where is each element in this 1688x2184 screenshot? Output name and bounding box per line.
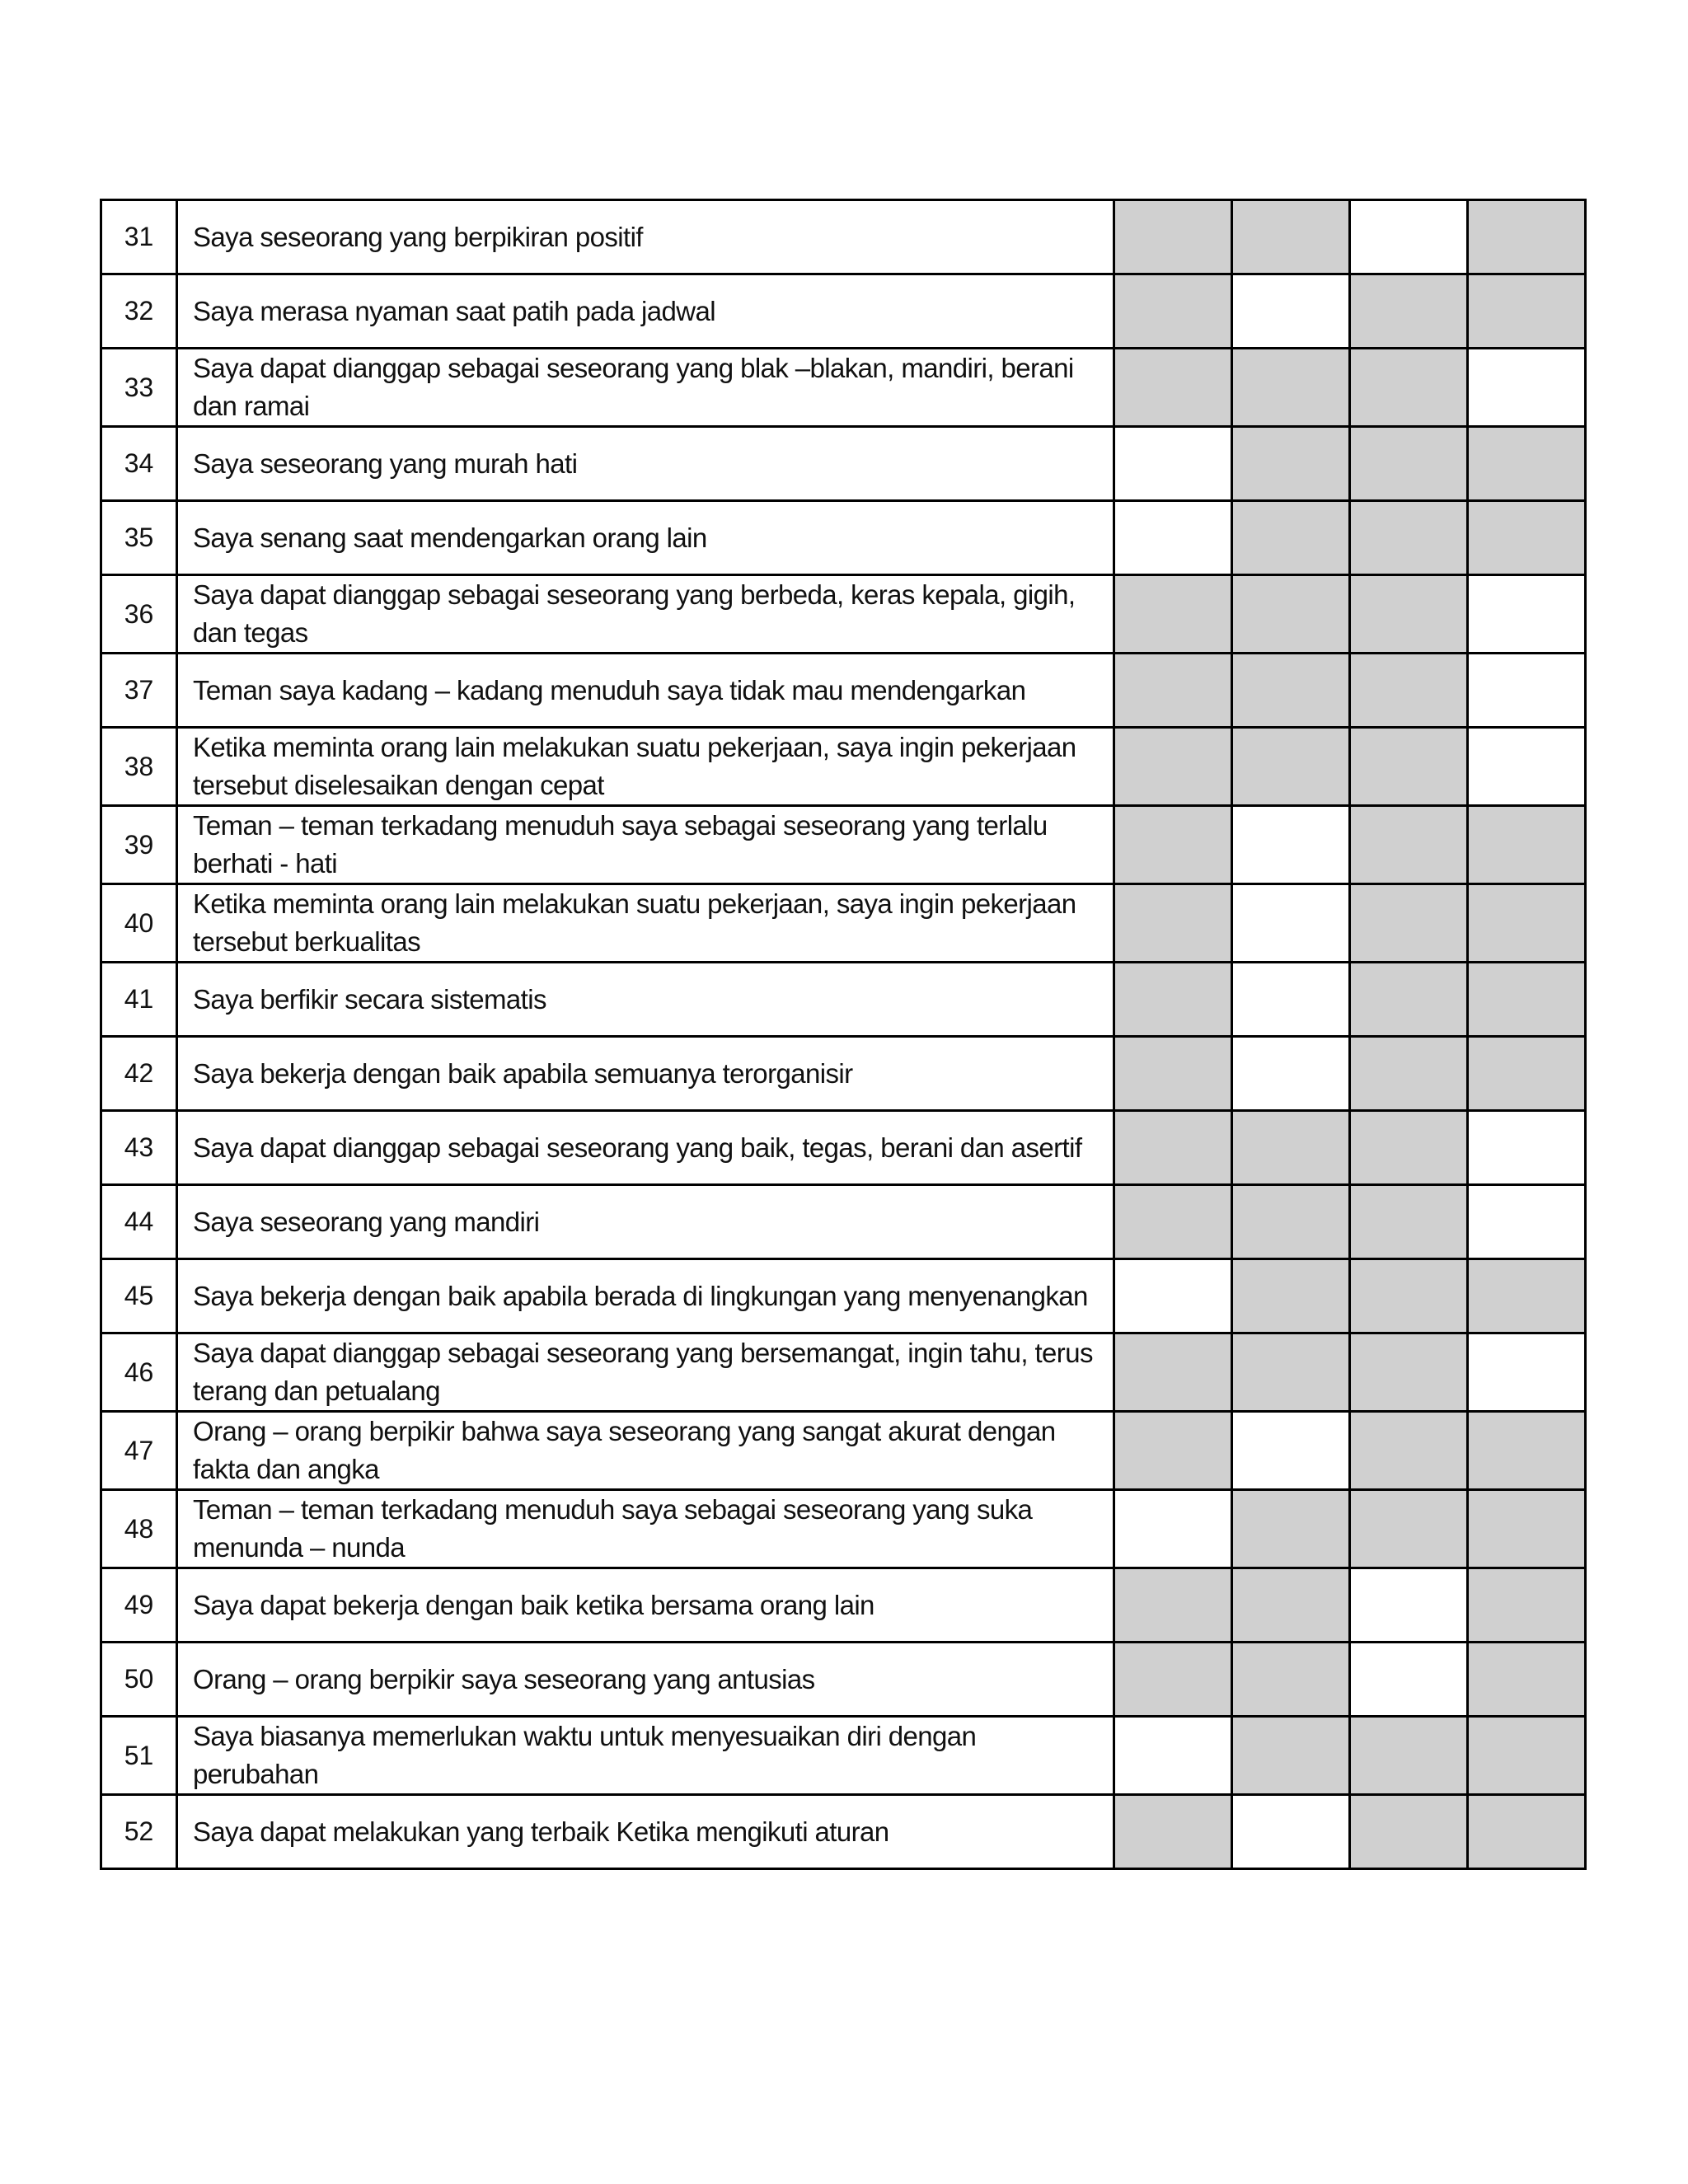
- answer-cell-2[interactable]: [1232, 1333, 1350, 1412]
- answer-cell-4[interactable]: [1468, 1568, 1586, 1643]
- answer-cell-3[interactable]: [1350, 654, 1468, 728]
- question-row: [101, 1412, 1586, 1490]
- answer-cell-2[interactable]: [1232, 1490, 1350, 1568]
- answer-cell-1[interactable]: [1114, 274, 1232, 349]
- question-statement: Saya bekerja dengan baik apabila berada di lingkungan yang menyenangkan: [177, 1259, 1114, 1333]
- question-statement: Saya seseorang yang berpikiran positif: [177, 200, 1114, 274]
- answer-cell-2[interactable]: [1232, 1259, 1350, 1333]
- question-statement: Saya seseorang yang mandiri: [177, 1185, 1114, 1259]
- question-statement: Saya berfikir secara sistematis: [177, 963, 1114, 1037]
- question-row: [101, 884, 1586, 963]
- answer-cell-2[interactable]: [1232, 806, 1350, 884]
- question-row: [101, 274, 1586, 349]
- answer-cell-2[interactable]: [1232, 1568, 1350, 1643]
- answer-cell-3[interactable]: [1350, 1717, 1468, 1795]
- answer-cell-4[interactable]: [1468, 1490, 1586, 1568]
- question-number: 39: [101, 806, 177, 884]
- question-statement: Saya senang saat mendengarkan orang lain: [177, 501, 1114, 575]
- question-statement: Orang – orang berpikir bahwa saya seseorang yang sangat akurat dengan fakta dan angka: [177, 1412, 1114, 1490]
- question-statement: Saya dapat dianggap sebagai seseorang yang berbeda, keras kepala, gigih, dan tegas: [177, 575, 1114, 654]
- answer-cell-2[interactable]: [1232, 1717, 1350, 1795]
- question-statement: Saya dapat dianggap sebagai seseorang yang baik, tegas, berani dan asertif: [177, 1111, 1114, 1185]
- questionnaire-table: [100, 199, 1587, 1870]
- answer-cell-4[interactable]: [1468, 427, 1586, 501]
- answer-cell-1[interactable]: [1114, 806, 1232, 884]
- answer-cell-2[interactable]: [1232, 501, 1350, 575]
- question-number: 43: [101, 1111, 177, 1185]
- question-number: 36: [101, 575, 177, 654]
- answer-cell-3[interactable]: [1350, 427, 1468, 501]
- question-number: 46: [101, 1333, 177, 1412]
- question-statement: Teman saya kadang – kadang menuduh saya tidak mau mendengarkan: [177, 654, 1114, 728]
- question-number: 34: [101, 427, 177, 501]
- answer-cell-4[interactable]: [1468, 575, 1586, 654]
- question-statement: Teman – teman terkadang menuduh saya sebagai seseorang yang suka menunda – nunda: [177, 1490, 1114, 1568]
- question-number: 42: [101, 1037, 177, 1111]
- answer-cell-3[interactable]: [1350, 1795, 1468, 1869]
- question-number: 32: [101, 274, 177, 349]
- question-number: 51: [101, 1717, 177, 1795]
- answer-cell-1[interactable]: [1114, 427, 1232, 501]
- question-statement: Orang – orang berpikir saya seseorang yang antusias: [177, 1643, 1114, 1717]
- answer-cell-1[interactable]: [1114, 654, 1232, 728]
- question-row: [101, 1037, 1586, 1111]
- question-statement: Saya merasa nyaman saat patih pada jadwal: [177, 274, 1114, 349]
- answer-cell-1[interactable]: [1114, 501, 1232, 575]
- answer-cell-2[interactable]: [1232, 728, 1350, 806]
- answer-cell-3[interactable]: [1350, 1412, 1468, 1490]
- answer-cell-4[interactable]: [1468, 728, 1586, 806]
- answer-cell-4[interactable]: [1468, 963, 1586, 1037]
- question-statement: Saya dapat bekerja dengan baik ketika bersama orang lain: [177, 1568, 1114, 1643]
- answer-cell-1[interactable]: [1114, 728, 1232, 806]
- answer-cell-3[interactable]: [1350, 274, 1468, 349]
- question-number: 38: [101, 728, 177, 806]
- question-row: [101, 1185, 1586, 1259]
- answer-cell-4[interactable]: [1468, 1037, 1586, 1111]
- answer-cell-3[interactable]: [1350, 884, 1468, 963]
- answer-cell-2[interactable]: [1232, 349, 1350, 427]
- answer-cell-3[interactable]: [1350, 728, 1468, 806]
- question-statement: Saya dapat dianggap sebagai seseorang yang blak –blakan, mandiri, berani dan ramai: [177, 349, 1114, 427]
- answer-cell-2[interactable]: [1232, 575, 1350, 654]
- answer-cell-1[interactable]: [1114, 1259, 1232, 1333]
- answer-cell-1[interactable]: [1114, 1111, 1232, 1185]
- question-statement: Saya bekerja dengan baik apabila semuanya terorganisir: [177, 1037, 1114, 1111]
- question-statement: Ketika meminta orang lain melakukan suatu pekerjaan, saya ingin pekerjaan tersebut diselesaikan dengan cepat: [177, 728, 1114, 806]
- answer-cell-3[interactable]: [1350, 1643, 1468, 1717]
- answer-cell-4[interactable]: [1468, 1111, 1586, 1185]
- answer-cell-4[interactable]: [1468, 654, 1586, 728]
- answer-cell-3[interactable]: [1350, 1185, 1468, 1259]
- question-row: [101, 1717, 1586, 1795]
- question-statement: Teman – teman terkadang menuduh saya sebagai seseorang yang terlalu berhati - hati: [177, 806, 1114, 884]
- question-number: 45: [101, 1259, 177, 1333]
- answer-cell-2[interactable]: [1232, 654, 1350, 728]
- answer-cell-2[interactable]: [1232, 1037, 1350, 1111]
- answer-cell-3[interactable]: [1350, 1259, 1468, 1333]
- answer-cell-1[interactable]: [1114, 1643, 1232, 1717]
- answer-cell-2[interactable]: [1232, 274, 1350, 349]
- answer-cell-1[interactable]: [1114, 1333, 1232, 1412]
- answer-cell-3[interactable]: [1350, 349, 1468, 427]
- question-statement: Saya dapat melakukan yang terbaik Ketika mengikuti aturan: [177, 1795, 1114, 1869]
- answer-cell-4[interactable]: [1468, 1333, 1586, 1412]
- question-number: 37: [101, 654, 177, 728]
- question-row: [101, 1490, 1586, 1568]
- question-number: 47: [101, 1412, 177, 1490]
- answer-cell-1[interactable]: [1114, 575, 1232, 654]
- answer-cell-3[interactable]: [1350, 575, 1468, 654]
- answer-cell-3[interactable]: [1350, 501, 1468, 575]
- answer-cell-3[interactable]: [1350, 806, 1468, 884]
- answer-cell-3[interactable]: [1350, 1333, 1468, 1412]
- question-row: [101, 575, 1586, 654]
- answer-cell-3[interactable]: [1350, 963, 1468, 1037]
- question-row: [101, 963, 1586, 1037]
- answer-cell-1[interactable]: [1114, 963, 1232, 1037]
- answer-cell-1[interactable]: [1114, 1568, 1232, 1643]
- question-row: [101, 1333, 1586, 1412]
- answer-cell-2[interactable]: [1232, 1111, 1350, 1185]
- question-number: 35: [101, 501, 177, 575]
- answer-cell-2[interactable]: [1232, 1185, 1350, 1259]
- question-row: [101, 728, 1586, 806]
- question-number: 50: [101, 1643, 177, 1717]
- answer-cell-2[interactable]: [1232, 427, 1350, 501]
- question-row: [101, 1795, 1586, 1869]
- question-row: [101, 1111, 1586, 1185]
- question-row: [101, 349, 1586, 427]
- question-row: [101, 1568, 1586, 1643]
- answer-cell-4[interactable]: [1468, 1795, 1586, 1869]
- question-number: 33: [101, 349, 177, 427]
- answer-cell-1[interactable]: [1114, 1412, 1232, 1490]
- answer-cell-2[interactable]: [1232, 884, 1350, 963]
- answer-cell-4[interactable]: [1468, 1717, 1586, 1795]
- question-row: [101, 1259, 1586, 1333]
- answer-cell-1[interactable]: [1114, 1185, 1232, 1259]
- answer-cell-3[interactable]: [1350, 1037, 1468, 1111]
- answer-cell-3[interactable]: [1350, 1490, 1468, 1568]
- question-statement: Saya dapat dianggap sebagai seseorang yang bersemangat, ingin tahu, terus terang dan petualang: [177, 1333, 1114, 1412]
- question-statement: Saya biasanya memerlukan waktu untuk menyesuaikan diri dengan perubahan: [177, 1717, 1114, 1795]
- answer-cell-2[interactable]: [1232, 1795, 1350, 1869]
- answer-cell-4[interactable]: [1468, 349, 1586, 427]
- answer-cell-3[interactable]: [1350, 1568, 1468, 1643]
- question-number: 40: [101, 884, 177, 963]
- question-number: 52: [101, 1795, 177, 1869]
- question-row: [101, 501, 1586, 575]
- answer-cell-2[interactable]: [1232, 1412, 1350, 1490]
- answer-cell-1[interactable]: [1114, 1037, 1232, 1111]
- question-number: 31: [101, 200, 177, 274]
- answer-cell-3[interactable]: [1350, 200, 1468, 274]
- question-row: [101, 200, 1586, 274]
- answer-cell-4[interactable]: [1468, 501, 1586, 575]
- question-row: [101, 654, 1586, 728]
- question-number: 44: [101, 1185, 177, 1259]
- answer-cell-1[interactable]: [1114, 349, 1232, 427]
- question-statement: Saya seseorang yang murah hati: [177, 427, 1114, 501]
- answer-cell-4[interactable]: [1468, 274, 1586, 349]
- answer-cell-4[interactable]: [1468, 200, 1586, 274]
- question-number: 48: [101, 1490, 177, 1568]
- question-row: [101, 427, 1586, 501]
- question-number: 41: [101, 963, 177, 1037]
- answer-cell-2[interactable]: [1232, 1643, 1350, 1717]
- question-statement: Ketika meminta orang lain melakukan suatu pekerjaan, saya ingin pekerjaan tersebut berkualitas: [177, 884, 1114, 963]
- answer-cell-1[interactable]: [1114, 884, 1232, 963]
- question-number: 49: [101, 1568, 177, 1643]
- question-row: [101, 1643, 1586, 1717]
- answer-cell-2[interactable]: [1232, 963, 1350, 1037]
- answer-cell-4[interactable]: [1468, 1643, 1586, 1717]
- answer-cell-4[interactable]: [1468, 884, 1586, 963]
- answer-cell-1[interactable]: [1114, 1717, 1232, 1795]
- answer-cell-1[interactable]: [1114, 1490, 1232, 1568]
- answer-cell-4[interactable]: [1468, 1185, 1586, 1259]
- answer-cell-1[interactable]: [1114, 200, 1232, 274]
- questionnaire-rows: [101, 200, 1586, 1869]
- answer-cell-2[interactable]: [1232, 200, 1350, 274]
- answer-cell-1[interactable]: [1114, 1795, 1232, 1869]
- answer-cell-4[interactable]: [1468, 806, 1586, 884]
- answer-cell-4[interactable]: [1468, 1259, 1586, 1333]
- question-row: [101, 806, 1586, 884]
- answer-cell-4[interactable]: [1468, 1412, 1586, 1490]
- answer-cell-3[interactable]: [1350, 1111, 1468, 1185]
